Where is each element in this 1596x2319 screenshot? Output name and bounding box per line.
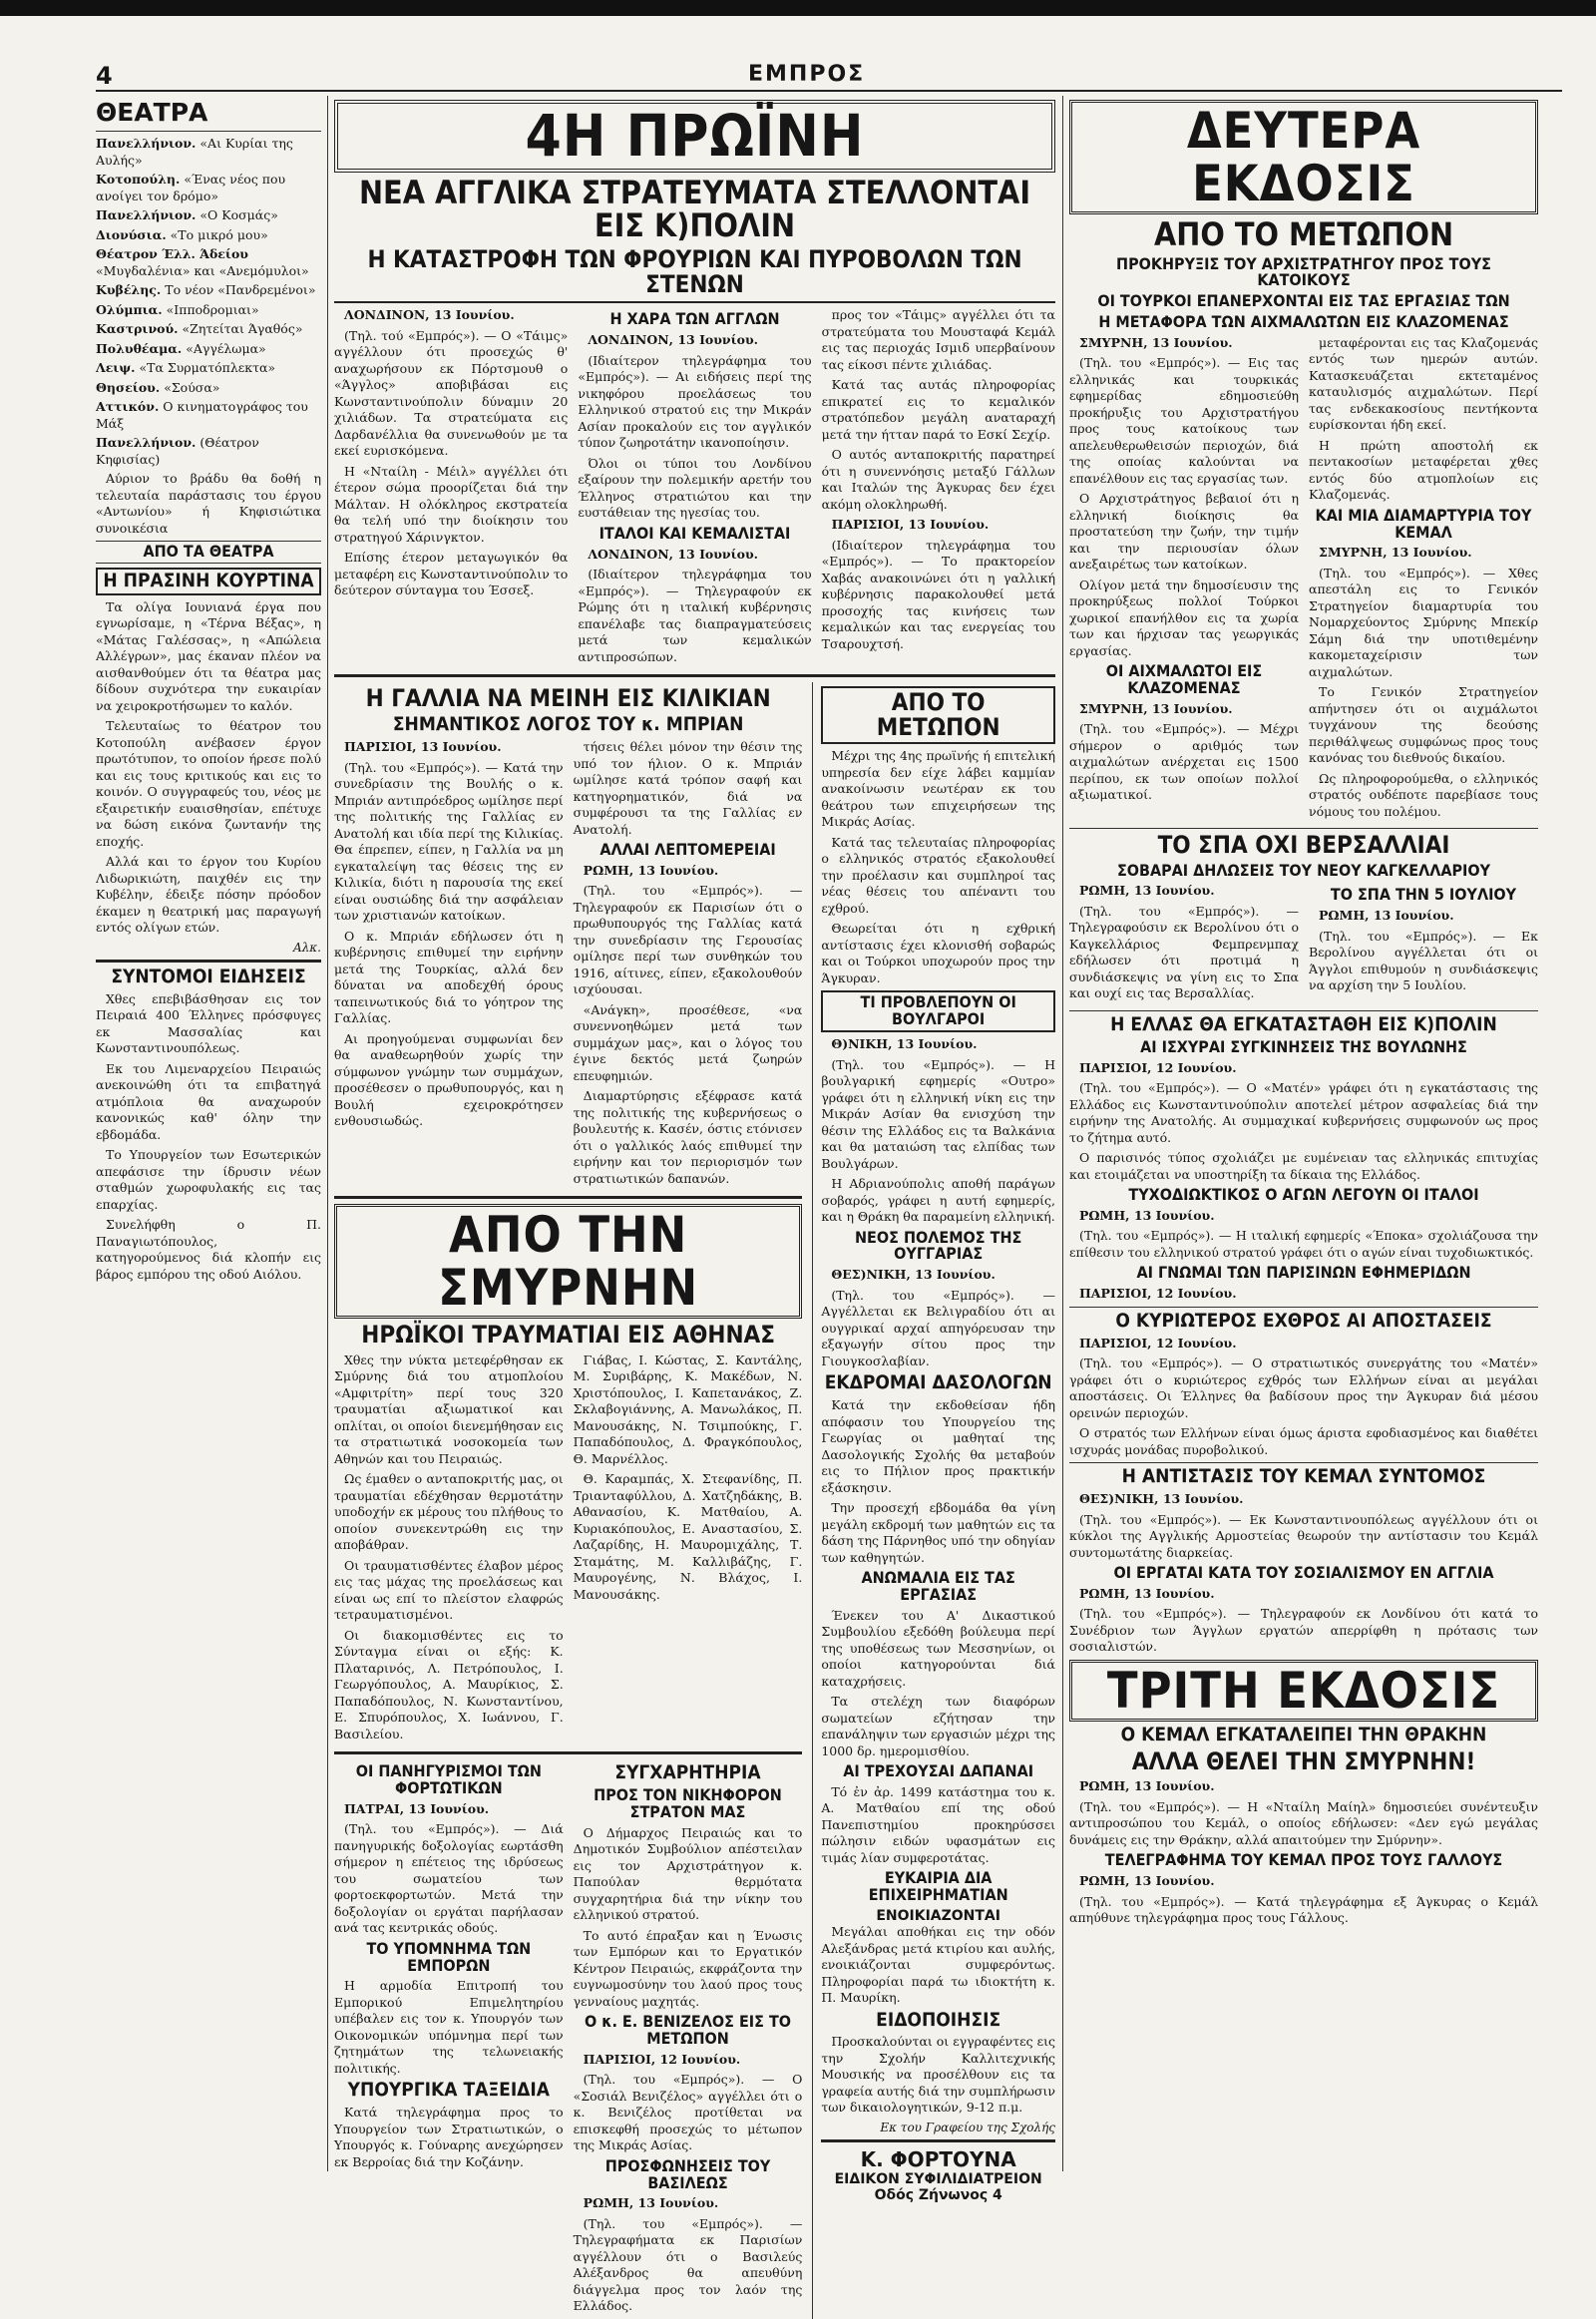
dateline: ΡΩΜΗ, 13 Ιουνίου. [1079,1873,1215,1889]
headline-from-front-2: ΑΠΟ ΤΟ ΜΕΤΩΠΟΝ [1153,215,1454,253]
article-paragraph: Οι τραυματισθέντες έλαβον μέρος εις τας μάχας της προελάσεως και είναι ως επί το πλείστον ελαφρώς τετραυματισμένοι. [334,1557,564,1623]
ad-subtitle: ΕΙΔΙΚΟΝ ΣΥΦΙΛΙΔΙΑΤΡΕΙΟΝ [834,2170,1042,2187]
article-paragraph: Διαμαρτύρησις εξέφρασε κατά της πολιτικής της κυβερνήσεως ο βουλευτής κ. Κασέν, όστις ετόνισεν ότι ο γαλλικός λαός επιθυμεί την ειρήνην και τον περιορισμόν των στρατιωτικών δαπανών. [573,1088,803,1186]
article-paragraph: Αι προηγούμεναι συμφωνίαι δεν θα αναθεωρηθούν χωρίς την σύμφωνον γνώμην των συμμάχων, προσέθεσεν ο πρωθυπουργός, και η Βουλή εχειροκρότησεν ενθουσιωδώς. [334,1030,564,1129]
article-paragraph: Η πρώτη αποστολή εκ πεντακοσίων μεταφέρεται χθες εντός δύο ατμοπλοίων εις Κλαζομενάς. [1309,437,1538,503]
theatre-name: Θέατρον Έλλ. Άδείου [96,246,248,261]
theatre-item [96,302,321,319]
theatre-name: Πολυθέαμα. [96,340,183,356]
gallia-columns [334,739,802,1191]
dateline: ΡΩΜΗ, 13 Ιουνίου. [1079,1585,1215,1601]
article-paragraph: (Τηλ. του «Εμπρός»). — Εκ Κωνσταντινουπόλεως αγγέλλουν ότι οι κύκλοι της Αγγλικής Αρμοστείας θεωρούν την αντίστασιν του Κεμάλ συντομωτάτης διαρκείας. [1069,1511,1538,1560]
article-paragraph: Χθες την νύκτα μετεφέρθησαν εκ Σμύρνης διά του ατμοπλοίου «Αμφιτρίτη» περί τους 320 τραυματίαι αξιωματικοί και οπλίται, οι οποίοι διενεμήθησαν εις τα στρατιωτικά νοσοκομεία των Αθηνών και του Πειραιώς. [334,1352,564,1466]
article-paragraph: Η «Νταίλη - Μέιλ» αγγέλλει ότι έτερον σώμα προορίζεται διά την Μάλταν. Η ολόκληρος εκστρατεία θα τελή υπό την διοίκησιν του στρατηγού Χάρινγκτον. [334,463,569,545]
article-paragraph: (Τηλ. του «Εμπρός»). — Κατά την συνεδρίασιν της Βουλής ο κ. Μπριάν αντιπρόεδρος ωμίλησε περί της πολιτικής της Γαλλίας εν Ανατολή και ιδία περί της Κιλικίας. Θα έπρεπεν, είπεν, η Γαλλία να μη εγκαταλείψη τας θέσεις της εν Κιλικία, διότι η παρουσία της εκεί είναι ουσιώδης διά την ασφάλειαν των χριστιανών κατοίκων. [334,759,564,924]
headline-italians-kemalists: ΙΤΑΛΟΙ ΚΑΙ ΚΕΜΑΛΙΣΤΑΙ [598,523,791,543]
article-paragraph: Αλλά και το έργον του Κυρίου Λιδωρικιώτη, παιχθέν εις την Κυβέλην, έδειξε πόσην πρόοδον έκαμεν η θεατρική μας παραγωγή εντός ολίγων ετών. [96,854,321,936]
headline-prisoners: Η ΜΕΤΑΦΟΡΑ ΤΩΝ ΑΙΧΜΑΛΩΤΩΝ ΕΙΣ ΚΛΑΖΟΜΕΝΑΣ [1098,311,1509,331]
third-edition-title: ΤΡΙΤΗ ΕΚΔΟΣΙΣ [1069,1660,1538,1723]
article-paragraph: (Ιδιαίτερον τηλεγράφημα του «Εμπρός»). — Αι ειδήσεις περί της νικηφόρου προελάσεως του Ελληνικού στρατού εις την Μικράν Ασίαν προκαλούν εις τον αγγλικόν τύπον ζωηροτάτην ικανοποίησιν. [578,352,812,451]
bottom-col-b [574,1759,803,2319]
headline-merchants-memo: ΤΟ ΥΠΟΜΝΗΜΑ ΤΩΝ ΕΜΠΟΡΩΝ [366,1938,532,1975]
headline-king: ΠΡΟΣΦΩΝΗΣΕΙΣ ΤΟΥ ΒΑΣΙΛΕΩΣ [604,2155,771,2192]
theatre-play: «Το μικρό μου» [170,226,268,242]
divider [1069,828,1538,829]
article-paragraph: (Τηλ. του «Εμπρός»). — Ο «Ματέν» γράφει ότι η εγκατάστασις της Ελλάδος εις Κωνσταντινούπολιν αποτελεί μέτρον ασφαλείας διά την ειρήνην της Ανατολής. Αι συμμαχικαί κυβερνήσεις συμφωνούν ως προς το ζήτημα αυτό. [1069,1080,1538,1145]
lower-left [334,682,802,2319]
headline-bulgarians: ΤΙ ΠΡΟΒΛΕΠΟΥΝ ΟΙ ΒΟΥΛΓΑΡΟΙ [821,990,1055,1032]
theatre-note: Αύριον το βράδυ θα δοθή η τελευταία παράστασις του έργου «Αντωνίου» ή Κηφισιώτικα συνοικέσια [96,471,321,536]
theatre-item [96,282,321,299]
headline-kemal-thrace: Ο ΚΕΜΑΛ ΕΓΚΑΤΑΛΕΙΠΕΙ ΤΗΝ ΘΡΑΚΗΝ [1120,1724,1487,1746]
article-paragraph: (Τηλ. του «Εμπρός»). — Τηλεγραφήματα εκ Παρισίων αγγέλλουν ότι ο Βασιλεύς Αλέξανδρος θα απευθύνη διάγγελμα προς τον λαόν της Ελλάδος. [573,2215,803,2314]
article-paragraph: Μεγάλαι αποθήκαι εις την οδόν Αλεξάνδρας μετά κτιρίου και αυλής, ενοικιάζονται συμφερόντως. Πληροφορίαι παρά τω ιδιοκτήτη κ. Π. Μαυρίκη. [821,1924,1055,2006]
smyrni-columns [334,1353,802,1747]
headline-italians-adventure: ΤΥΧΟΔΙΩΚΤΙΚΟΣ Ο ΑΓΩΝ ΛΕΓΟΥΝ ΟΙ ΙΤΑΛΟΙ [1128,1185,1479,1205]
theatre-name: Διονύσια. [96,226,167,242]
divider [1069,1307,1538,1308]
theatre-item [96,172,321,204]
bottom-col-a [334,1759,564,2319]
lower-section [334,682,1055,2319]
article-paragraph: Μέχρι της 4ης πρωϊνής ή επιτελική υπηρεσία δεν είχε λάβει καμμίαν ανακοίνωσιν νεωτέραν εκ του θεάτρου των επιχειρήσεων της Μικράς Ασίας. [821,748,1055,830]
theatre-play: «Ζητείται Άγαθός» [182,321,303,336]
theatre-play: Το νέον «Πανδρεμένοι» [165,282,316,297]
theatre-play: Ο κινηματογράφος του Μάξ [96,399,308,431]
divider [96,131,321,132]
article-paragraph: Ο παρισινός τύπος σχολιάζει με ευμένειαν τας ελληνικάς επιτυχίας και ετοιμάζεται να υποστηρίξη τα δίκαια της Ελλάδος. [1069,1150,1538,1182]
dateline: ΘΕΣ)ΝΙΚΗ, 13 Ιουνίου. [1079,1491,1244,1507]
article-paragraph: Τα ολίγα Ιουνιανά έργα που εγνωρίσαμε, η «Τέρνα Βέξας», η «Μάτας Γαλέσσας», η «Απώλεια Αλλέγρων», μας έκαναν πλέον να αισθανθούμεν ότι τα θέατρα μας δίδουν συχνότερα την ευκαιρίαν να χειροκροτήσωμεν το καλόν. [96,598,321,713]
dateline: Θ)ΝΙΚΗ, 13 Ιουνίου. [831,1036,978,1052]
theatre-name: Πανελλήνιον. [96,207,197,222]
theatre-play: «Ο Κοσμάς» [200,207,278,222]
dateline: ΡΩΜΗ, 13 Ιουνίου. [1079,1207,1215,1223]
headline-congratulations: ΣΥΓΧΑΡΗΤΗΡΙΑ [614,1761,761,1784]
article-paragraph: Προσκαλούνται οι εγγραφέντες εις την Σχολήν Καλλιτεχνικής Μουσικής να προσέλθουν εις τα γραφεία αυτής διά την συμπλήρωσιν των δικαιολογητικών, 9-12 π.μ. [821,2034,1055,2116]
article-paragraph: μεταφέρονται εις τας Κλαζομενάς εντός των ημερών αυτών. Κατασκευάζεται εκτεταμένος καταυλισμός αιχμαλώτων. Περί τας ενδεκακοσίους πεντήκοντα ευρίσκονται ήδη εκεί. [1309,334,1538,433]
column-second-edition [1069,96,1538,2171]
article-paragraph: Ο στρατός των Ελλήνων είναι όμως άριστα εφοδιασμένος και διαθέτει ισχυράς μονάδας πυροβολικού. [1069,1425,1538,1457]
headline-france-cilicia: Η ΓΑΛΛΙΑ ΝΑ ΜΕΙΝΗ ΕΙΣ ΚΙΛΙΚΙΑΝ [365,684,771,713]
dateline: ΛΟΝΔΙΝΟΝ, 13 Ιουνίου. [344,307,515,323]
divider [821,2139,1055,2142]
brief-item: Συνελήφθη ο Π. Παναγιωτόπουλος, κατηγορούμενος διά κλοπήν εις βάρος εμπόρου της οδού Αιόλου. [96,1217,321,1282]
article-paragraph: προς τον «Τάιμς» αγγέλλει ότι τα στρατεύματα του Μουσταφά Κεμάλ εις τας περιοχάς Ισμιδ υπερβαίνουν τας είκοσι πέντε χιλιάδας. [821,307,1055,372]
gallia-col-b [574,739,803,1191]
spa-col-b [1309,883,1538,1006]
headline-hungary: ΝΕΟΣ ΠΟΛΕΜΟΣ ΤΗΣ ΟΥΓΓΑΡΙΑΣ [855,1227,1022,1264]
theatre-name: Πανελλήνιον. [96,435,197,450]
article-paragraph: (Τηλ. του «Εμπρός»). — Ο «Σοσιάλ Βενιζέλος» αγγέλλει ότι ο κ. Βενιζέλος προτίθεται να επισκεφθή προσεχώς το μέτωπον της Μικράς Ασίας. [573,2072,803,2153]
article-paragraph: Τα στελέχη των διαφόρων σωματείων εζήτησαν την επανάληψιν των εργασιών μέχρι της 1000 δρ. ημερομισθίου. [821,1694,1055,1758]
article-col-c [822,307,1055,669]
theatre-item [96,399,321,432]
headline-captives: ΟΙ ΑΙΧΜΑΛΩΤΟΙ ΕΙΣ ΚΛΑΖΟΜΕΝΑΣ [1105,661,1263,698]
theatre-name: Καστρινού. [96,321,179,336]
column-rule [1062,96,1063,2171]
headline-kemal-resistance: Η ΑΝΤΙΣΤΑΣΙΣ ΤΟΥ ΚΕΜΑΛ ΣΥΝΤΟΜΟΣ [1121,1465,1486,1488]
notice-signature: Εκ του Γραφείου της Σχολής [880,2120,1055,2134]
brief-item: Το Υπουργείον των Εσωτερικών απεφάσισε την ίδρυσιν νέων σταθμών χωροφυλακής εις τας επαρχίας. [96,1147,321,1212]
theatre-play: «Ιπποδρομιαι» [166,301,259,317]
article-paragraph: Όλοι οι τύποι του Λονδίνου εξαίρουν την πολεμικήν αρετήν του Έλληνος στρατιώτου και την ευστάθειαν της ηγεσίας του. [578,455,812,521]
column-front [812,682,1055,2319]
article-paragraph: (Ιδιαίτερον τηλεγράφημα του «Εμπρός»). — Τηλεγραφούν εκ Ρώμης ότι η ιταλική κυβέρνησις επανέλαβε τας διαπραγματεύσεις μετά των κεμαλικών αντιπροσώπων. [578,567,812,664]
article-paragraph: (Ιδιαίτερον τηλεγράφημα του «Εμπρός»). — Το πρακτορείον Χαβάς ανακοινώνει ότι η γαλλική κυβέρνησις παρακολουθεί μετά προσοχής τας κινήσεις των κεμαλικών και τας ενεργείας του Τσαρουχτσή. [821,537,1055,651]
headline-from-front: ΑΠΟ ΤΟ ΜΕΤΩΠΟΝ [821,686,1055,744]
article-paragraph: (Τηλ. του «Εμπρός»). — Τηλεγραφούν εκ Παρισίων ότι ο πρωθυπουργός της Γαλλίας κατά την συνεδρίασιν της Γερουσίας ομίλησε περί των συνθηκών του 1916, αίτινες, είπεν, εξακολουθούν ισχύουσαι. [573,883,803,997]
dateline: ΠΑΡΙΣΙΟΙ, 13 Ιουνίου. [344,739,502,755]
bottom-columns [334,1759,802,2319]
article-paragraph: Ολίγον μετά την δημοσίευσιν της προκηρύξεως πολλοί Τούρκοι χωρικοί επανήλθον εις τα χωρία των και ήρχισαν τας γεωργικάς εργασίας. [1069,577,1299,658]
article-paragraph: Ο Δήμαρχος Πειραιώς και το Δημοτικόν Συμβούλιον απέστειλαν εις τον Αρχιστράτηγον κ. Παπούλαν θερμότατα συγχαρητήρια διά την νίκην του ελληνικού στρατού. [573,1824,803,1923]
article-paragraph: Θ. Καραμπάς, Χ. Στεφανίδης, Π. Τριανταφύλλου, Δ. Χατζηδάκης, Β. Αθανασίου, Κ. Ματθαίου, Α. Κυριακόπουλος, Ε. Αναστασίου, Σ. Λαζαρίδης, Η. Μαυρομιχάλης, Τ. Σταμάτης, Μ. Καλλιβάζης, Γ. Μαυρογένης, Ν. Βλάχος, Ι. Μανουσάκης. [573,1471,803,1602]
theatre-name: Θησείου. [96,379,161,395]
headline-spa-july: ΤΟ ΣΠΑ ΤΗΝ 5 ΙΟΥΛΙΟΥ [1330,885,1517,905]
second-edition-title: ΔΕΥΤΕΡΑ ΕΚΔΟΣΙΣ [1069,100,1538,214]
headline-main-enemy: Ο ΚΥΡΙΩΤΕΡΟΣ ΕΧΘΡΟΣ ΑΙ ΑΠΟΣΤΑΣΕΙΣ [1115,1309,1492,1332]
theatre-play: «Αγγέλωμα» [186,340,266,356]
article-paragraph: Το αυτό έπραξαν και η Ένωσις των Εμπόρων και το Εργατικόν Κέντρον Πειραιώς, εκφράζοντα την ευγνωμοσύνην του λαού προς τους γενναίους μαχητάς. [573,1927,803,2009]
headline-brief-news: ΣΥΝΤΟΜΟΙ ΕΙΔΗΣΕΙΣ [111,965,306,987]
theatre-play: (Θέατρον Κηφισίας) [96,435,259,467]
article-columns [334,307,1055,669]
dateline: ΠΑΤΡΑΙ, 13 Ιουνίου. [344,1800,490,1816]
article-paragraph: Ως έμαθεν ο ανταποκριτής μας, οι τραυματίαι εδέχθησαν θερμοτάτην υποδοχήν εκ μέρους του πλήθους το οποίον συνεκεντρώθη εις την αποβάθραν. [334,1471,564,1553]
theatre-play: «Αι Κυρίαι της Αυλής» [96,136,293,168]
main-headline: ΝΕΑ ΑΓΓΛΙΚΑ ΣΤΡΑΤΕΥΜΑΤΑ ΣΤΕΛΛΟΝΤΑΙ ΕΙΣ Κ)ΠΟΛΙΝ [358,173,1031,245]
theatre-item [96,246,321,279]
ad-name: Κ. ΦΟΡΤΟΥΝΑ [860,2146,1016,2171]
edition-title: 4Η ΠΡΩΪΝΗ [334,100,1055,173]
gallia-col-a [334,739,564,1191]
theatre-item [96,435,321,468]
page-number: 4 [96,62,113,90]
second-col-a [1069,335,1299,825]
headline-anomaly: ΑΝΩΜΑΛΙΑ ΕΙΣ ΤΑΣ ΕΡΓΑΣΙΑΣ [861,1568,1015,1604]
dateline: ΠΑΡΙΣΙΟΙ, 12 Ιουνίου. [1079,1059,1237,1075]
headline-boulogne: ΑΙ ΙΣΧΥΡΑΙ ΣΥΓΚΙΝΗΣΕΙΣ ΤΗΣ ΒΟΥΛΩΝΗΣ [1140,1036,1467,1056]
article-paragraph: Την προσεχή εβδομάδα θα γίνη μεγάλη εκδρομή των μαθητών εις τα δάση της Πάρνηθος υπό την οδηγίαν των καθηγητών. [821,1500,1055,1565]
headline-business: ΕΥΚΑΙΡΙΑ ΔΙΑ ΕΠΙΧΕΙΡΗΜΑΤΙΑΝ [868,1868,1008,1905]
article-paragraph: Η Αδριανούπολις αποθή παράγων σοβαρός, γράφει η αυτή εφημερίς, και η Θράκη θα παραμείνη ελληνική. [821,1176,1055,1225]
theatre-list [96,136,321,468]
article-paragraph: Κατά τηλεγράφημα προς το Υπουργείον των Στρατιωτικών, ο Υπουργός κ. Γούναρης ανεχώρησεν εκ Βερροίας διά την Κοζάνην. [334,2105,564,2169]
divider [1069,1010,1538,1011]
theatre-item [96,207,321,224]
divider [334,1751,802,1754]
dateline: ΠΑΡΙΣΙΟΙ, 12 Ιουνίου. [1079,1286,1237,1302]
headline-kemal-protest: ΚΑΙ ΜΙΑ ΔΙΑΜΑΡΤΥΡΙΑ ΤΟΥ ΚΕΜΑΛ [1315,505,1532,542]
dateline: ΠΑΡΙΣΙΟΙ, 12 Ιουνίου. [1079,1335,1237,1351]
headline-wants-smyrna: ΑΛΛΑ ΘΕΛΕΙ ΤΗΝ ΣΜΥΡΝΗΝ! [1131,1747,1476,1776]
theatre-item [96,227,321,244]
column-rule [327,96,328,2171]
theatre-item [96,380,321,397]
column-fourth-edition [334,96,1055,2314]
article-paragraph: (Τηλ. του «Εμπρός»). — Τηλεγραφούσιν εκ Βερολίνου ότι ο Καγκελλάριος Φεμπρενμπαχ εδήλωσεν ότι προτιμά η συνδιάσκεψις να γίνη εις το Σπα και ουχί εις τας Βερσαλλίας. [1069,903,1299,1001]
article-paragraph: Κατά τας αυτάς πληροφορίας επικρατεί εις το κεμαλικόν στρατόπεδον μεγάλη αναταραχή μετά την ήτταν παρά το Εσκί Σεχίρ. [821,377,1055,442]
smyrni-col-b [574,1353,803,1747]
dateline: ΛΟΝΔΙΝΟΝ, 13 Ιουνίου. [588,332,759,348]
scan-top-border [0,0,1596,16]
second-edition-columns [1069,335,1538,825]
article-paragraph: Ο Αρχιστράτηγος βεβαιοί ότι η ελληνική διοίκησις θα προστατεύση την ζωήν, την τιμήν και την περιουσίαν όλων ανεξαιρέτως των κατοίκων. [1069,491,1299,573]
dateline: ΣΜΥΡΝΗ, 13 Ιουνίου. [1079,700,1233,716]
ad-address: Οδός Ζήνωνος 4 [874,2186,1002,2203]
article-paragraph: (Τηλ. του «Εμπρός»). — Κατά τηλεγράφημα εξ Άγκυρας ο Κεμάλ απηύθυνε τηλεγράφημα προς τους Γάλλους. [1069,1893,1538,1926]
theatre-item [96,321,321,338]
second-col-b [1309,335,1538,825]
article-paragraph: (Τηλ. του «Εμπρός»). — Τηλεγραφούν εκ Λονδίνου ότι κατά το Συνέδριον των Άγγλων εργατών απερρίφθη η πρότασις των σοσιαλιστών. [1069,1606,1538,1655]
for-rent-label: ΕΝΟΙΚΙΑΖΟΝΤΑΙ [876,1908,1000,1925]
article-paragraph: Κατά τας τελευταίας πληροφορίας ο ελληνικός στρατός εξακολουθεί την προέλασιν και συμπληροί τας νέας θέσεις του απέναντι του εχθρού. [821,834,1055,916]
article-col-a [334,307,568,669]
headline-ministerial-trips: ΥΠΟΥΡΓΙΚΑ ΤΑΞΕΙΔΙΑ [347,2079,550,2102]
divider [1069,1462,1538,1463]
article-paragraph: (Τηλ. του «Εμπρός»). — Αγγέλλεται εκ Βελιγραδίου ότι αι ουγγρικαί αρχαί απηγόρευσαν την εξαγωγήν σίτου προς την Γιουγκοσλαβίαν. [821,1287,1055,1368]
article-col-b [578,307,811,669]
headline-porters: ΟΙ ΠΑΝΗΓΥΡΙΣΜΟΙ ΤΩΝ ΦΟΡΤΩΤΙΚΩΝ [355,1761,542,1797]
article-paragraph: Ένεκεν του Α' Δικαστικού Συμβουλίου εξεδόθη βούλευμα περί της υποθέσεως των Μεσσηνίων, οι οποίοι κατηγορούνται διά καταχρήσεις. [821,1607,1055,1689]
dateline: ΣΜΥΡΝΗ, 13 Ιουνίου. [1079,334,1233,350]
article-paragraph: Η αρμοδία Επιτροπή του Εμπορικού Επιμελητηρίου υπέβαλεν εις τον κ. Υπουργόν των Οικονομικών υπόμνημα περί των ζητημάτων της τελωνειακής πολιτικής. [334,1978,564,2076]
smyrni-col-a [334,1353,564,1747]
theatre-name: Πανελλήνιον. [96,136,197,151]
dateline: ΣΜΥΡΝΗ, 13 Ιουνίου. [1319,545,1472,561]
article-paragraph: (Τηλ. του «Εμπρός»). — Η «Νταίλη Μαίηλ» δημοσιεύει συνέντευξιν αντιπροσώπου του Κεμάλ, ο οποίος εδήλωσεν: «Δεν εγώ μεγάλας δυνάμεις εις την Θράκην, αλλά απαιτούμεν την Σμύρνην». [1069,1798,1538,1847]
spa-columns [1069,883,1538,1006]
article-paragraph: Ο κ. Μπριάν εδήλωσεν ότι η κυβέρνησις επιθυμεί την ειρήνην μετά της Τουρκίας, αλλά δεν δύναται να αποδεχθή όρους ταπεινωτικούς διά το γόητρον της Γαλλίας. [334,928,564,1026]
dateline: ΠΑΡΙΣΙΟΙ, 13 Ιουνίου. [831,517,990,533]
headline-from-theatres: ΑΠΟ ΤΑ ΘΕΑΤΡΑ [96,541,321,564]
paper-name: ΕΜΠΡΟΣ [748,62,866,87]
headline-other-details: ΑΛΛΑΙ ΛΕΠΤΟΜΕΡΕΙΑΙ [599,840,776,860]
dateline: ΡΩΜΗ, 13 Ιουνίου. [583,2195,719,2211]
theatre-name: Αττικόν. [96,399,160,414]
article-paragraph: Κατά την εκδοθείσαν ήδη απόφασιν του Υπουργείου της Γεωργίας οι μαθηταί της Δασολογικής Σχολής θα μεταβούν εις το Πήλιον προς πρακτικήν εξάσκησιν. [821,1397,1055,1495]
masthead-rule [96,90,1562,92]
headline-spa: ΤΟ ΣΠΑ ΟΧΙ ΒΕΡΣΑΛΛΙΑΙ [1157,831,1450,860]
article-paragraph: Θεωρείται ότι η εχθρική αντίστασις έχει κλονισθή σοβαρώς και οι Τούρκοι υποχωρούν προς την Άγκυραν. [821,921,1055,985]
article-paragraph: (Τηλ. του «Εμπρός»). — Ο στρατιωτικός συνεργάτης του «Ματέν» γράφει ότι ο κυριώτερος εχθρός των Ελλήνων είναι αι μεγάλαι αποστάσεις. Οι Έλληνες θα βαδίσουν προς την Άγκυραν διά μέσου ορεινών περιοχών. [1069,1355,1538,1420]
article-paragraph: Ως πληροφορούμεθα, ο ελληνικός στρατός ουδέποτε παρεβίασε τους νόμους του πολέμου. [1309,770,1538,819]
headline-chancellor: ΣΟΒΑΡΑΙ ΔΗΛΩΣΕΙΣ ΤΟΥ ΝΕΟΥ ΚΑΓΚΕΛΛΑΡΙΟΥ [1116,860,1491,880]
headline-kemal-telegram: ΤΕΛΕΓΡΑΦΗΜΑ ΤΟΥ ΚΕΜΑΛ ΠΡΟΣ ΤΟΥΣ ΓΑΛΛΟΥΣ [1104,1850,1503,1870]
theatre-name: Κοτοπούλη. [96,172,181,187]
headline-greece-cpolis: Η ΕΛΛΑΣ ΘΑ ΕΓΚΑΤΑΣΤΑΘΗ ΕΙΣ Κ)ΠΟΛΙΝ [1110,1012,1497,1035]
article-paragraph: Το Γενικόν Στρατηγείον απήντησεν ότι οι αιχμάλωτοι τυγχάνουν της δεούσης περιθάλψεως συμφώνως προς τους κανόνας του διεθνούς δικαίου. [1309,684,1538,766]
theatre-item [96,360,321,377]
headline-wounded: ΗΡΩΪΚΟΙ ΤΡΑΥΜΑΤΙΑΙ ΕΙΣ ΑΘΗΝΑΣ [361,1321,776,1350]
dateline: ΡΩΜΗ, 13 Ιουνίου. [1319,908,1454,924]
column-theatres [96,96,321,2171]
article-signature: Αλκ. [293,940,321,955]
theatre-item [96,341,321,358]
article-paragraph: Επίσης έτερον μεταγωγικόν θα μεταφέρη εις Κωνσταντινούπολιν το δεύτερον σύνταγμα του Έσσεξ. [334,550,569,598]
theatre-name: Κυβέλης. [96,282,162,297]
article-paragraph: (Τηλ. του «Εμπρός»). — Μέχρι σήμερον ο αριθμός των αιχμαλώτων ανέρχεται εις 1500 περίπου, εκ των οποίων πολλοί αξιωματικοί. [1069,721,1299,803]
headline-workers: ΟΙ ΕΡΓΑΤΑΙ ΚΑΤΑ ΤΟΥ ΣΟΣΙΑΛΙΣΜΟΥ ΕΝ ΑΓΓΛΙΑ [1113,1563,1494,1583]
divider [334,1196,802,1199]
article-paragraph: Ο αυτός ανταποκριτής παρατηρεί ότι η συνεννόησις μεταξύ Γάλλων και Ιταλών της Άγκυρας δεν έχει ακόμη ολοκληρωθή. [821,447,1055,512]
article-paragraph: (Τηλ. του «Εμπρός»). — Εκ Βερολίνου αγγέλλεται ότι οι Άγγλοι επιθυμούν η συνδιάσκεψις να αρχίση την 5 Ιουλίου. [1309,928,1538,993]
theatre-name: Ολύμπια. [96,301,163,317]
headline-turks-return: ΟΙ ΤΟΥΡΚΟΙ ΕΠΑΝΕΡΧΟΝΤΑΙ ΕΙΣ ΤΑΣ ΕΡΓΑΣΙΑΣ ΤΩΝ [1097,291,1510,311]
article-paragraph: (Τηλ. του «Εμπρός»). — Η βουλγαρική εφημερίς «Ουτρο» γράφει ότι η ελληνική νίκη εις την Μικράν Ασίαν θα ενισχύση την θέσιν της Ελλάδος εις τα Βαλκάνια και θα ματαιώση τας ελπίδας των Βουλγάρων. [821,1056,1055,1171]
theatre-play: «Σούσα» [164,379,220,395]
theatres-title: ΘΕΑΤΡΑ [96,98,208,127]
dateline: ΘΕΣ)ΝΙΚΗ, 13 Ιουνίου. [831,1267,996,1283]
headline-foresters: ΕΚΔΡΟΜΑΙ ΔΑΣΟΛΟΓΩΝ [824,1371,1052,1394]
divider [96,960,321,963]
article-paragraph: (Τηλ. του «Εμπρός»). — Η ιταλική εφημερίς «Έποκα» σχολιάζουσα την επίθεσιν του ελληνικού στρατού γράφει ότι ο αγών είναι τυχοδιωκτικός. [1069,1228,1538,1260]
headline-notice: ΕΙΔΟΠΟΙΗΣΙΣ [876,2008,1001,2031]
headline-proclamation: ΠΡΟΚΗΡΥΞΙΣ ΤΟΥ ΑΡΧΙΣΤΡΑΤΗΓΟΥ ΠΡΟΣ ΤΟΥΣ ΚΑΤΟΙΚΟΥΣ [1116,253,1491,290]
article-paragraph: (Τηλ. του «Εμπρός»). — Διά πανηγυρικής δοξολογίας εωρτάσθη σήμερον η επέτειος της ιδρύσεως του σωματείου των φορτοεκφορτωτών. Μετά την δοξολογίαν οι εργάται παρήλασαν ανά τας κεντρικάς οδούς. [334,1821,564,1936]
theatre-play: «Ένας νέος που ανοίγει τον δρόμο» [96,172,286,203]
article-paragraph: Τό ἐν ἀρ. 1499 κατάστημα του κ. Α. Ματθαίου επί της οδού Πανεπιστημίου προκηρύσσει πώλησιν ειδών υφασμάτων εις τιμάς λίαν συμφεροτάτας. [821,1783,1055,1865]
brief-item: Χθες επεβιβάσθησαν εις τον Πειραιά 400 Έλληνες πρόσφυγες εκ Μασσαλίας και Κωνσταντινουπόλεως. [96,990,321,1056]
headline-expenses: ΑΙ ΤΡΕΧΟΥΣΑΙ ΔΑΠΑΝΑΙ [843,1761,1034,1781]
headline-green-curtain: Η ΠΡΑΣΙΝΗ ΚΟΥΡΤΙΝΑ [96,568,321,595]
headline-venizelos: Ο κ. Ε. ΒΕΝΙΖΕΛΟΣ ΕΙΣ ΤΟ ΜΕΤΩΠΟΝ [584,2012,792,2048]
headline-briand-speech: ΣΗΜΑΝΤΙΚΟΣ ΛΟΓΟΣ ΤΟΥ κ. ΜΠΡΙΑΝ [392,713,744,736]
dateline: ΡΩΜΗ, 13 Ιουνίου. [583,862,719,878]
headline-paris-papers: ΑΙ ΓΝΩΜΑΙ ΤΩΝ ΠΑΡΙΣΙΝΩΝ ΕΦΗΜΕΡΙΔΩΝ [1136,1263,1471,1283]
article-paragraph: Γιάβας, Ι. Κώστας, Σ. Καντάλης, Μ. Συριβάρης, Κ. Μακέδων, Ν. Χριστόπουλος, Ι. Καπετανάκος, Ζ. Σκλαβογιάννης, Α. Μανωλάκος, Π. Μανουσάκης, Ν. Τσιμπούκης, Γ. Παπαδόπουλος, Δ. Φραγκόπουλος, Θ. Μαρνέλλος. [573,1352,803,1466]
theatre-play: «Μυγδαλένια» και «Ανεμόμυλοι» [96,262,309,278]
divider [334,674,1055,677]
sub-headline: Η ΚΑΤΑΣΤΡΟΦΗ ΤΩΝ ΦΡΟΥΡΙΩΝ ΚΑΙ ΠΥΡΟΒΟΛΩΝ ΤΩΝ ΣΤΕΝΩΝ [334,247,1055,303]
brief-item: Εκ του Λιμεναρχείου Πειραιώς ανεκοινώθη ότι τα επιβατηγά ατμόπλοια θα αναχωρούν κανονικώς καθ' όλην την εβδομάδα. [96,1060,321,1142]
article-paragraph: (Τηλ. του «Εμπρός»). — Χθες απεστάλη εις το Γενικόν Στρατηγείον διαμαρτυρία του Νομαρχεύοντος Σμύρνης Μπεκίρ Σάμη διά την υποτιθεμένην κακομεταχείρισιν των αιχμαλώτων. [1309,565,1538,679]
article-paragraph: Τελευταίως το θέατρον του Κοτοπούλη ανέβασεν έργον πρωτότυπον, το οποίον ήρεσε πολύ και εις τους κριτικούς και εις το κοινόν. Ο συγγραφεύς του, νέος με εξαιρετικήν ευαισθησίαν, επέτυχε να δώση εικόνα ζωντανήν της εποχής. [96,718,321,849]
headline-from-smyrna: ΑΠΟ ΤΗΝ ΣΜΥΡΝΗΝ [334,1204,802,1319]
dateline: ΡΩΜΗ, 13 Ιουνίου. [1079,883,1215,899]
spa-col-a [1069,883,1299,1006]
dateline: ΠΑΡΙΣΙΟΙ, 12 Ιουνίου. [583,2051,741,2067]
article-paragraph: (Τηλ. του «Εμπρός»). — Εις τας ελληνικάς και τουρκικάς εφημερίδας εδημοσιεύθη προκήρυξις του Αρχιστρατήγου προς τους κατοίκους των απελευθερωθεισών περιοχών, διά της οποίας καλούνται να επανέλθουν εις τας εργασίας των. [1069,355,1299,486]
article-paragraph: (Τηλ. τού «Εμπρός»). — Ο «Τάιμς» αγγέλλουν ότι προσεχώς θ' αναχωρήσουν εκ Πόρτσμουθ ο «Άγγλος» αποβιβάσαι εις Κωνσταντινούπολιν δύναμιν 20 χιλιάδων. Τα στρατεύματα εις Δαρδανέλλια θα συνενωθούν με τα εκεί ευρισκόμενα. [334,327,569,459]
theatre-play: «Τα Συρματόπλεκτα» [139,360,276,375]
theatre-name: Λειψ. [96,360,136,375]
article-paragraph: «Ανάγκη», προσέθεσε, «να συνεννοηθώμεν μετά των συμμάχων μας», και ο λόγος του έγινε δεκτός μετά ζωηρών επευφημιών. [573,1001,803,1083]
article-paragraph: Οι διακομισθέντες εις το Σύνταγμα είναι οι εξής: Κ. Πλαταρινός, Λ. Πετρόπουλος, Ι. Γεωργόπουλος, Α. Μαυρίκιος, Σ. Παπαδόπουλος, Ν. Κωνσταντίνου, Ε. Σπυρόπουλος, Χ. Ιωάννου, Γ. Βασιλείου. [334,1627,564,1741]
dateline: ΡΩΜΗ, 13 Ιουνίου. [1079,1778,1215,1794]
headline-english-joy: Η ΧΑΡΑ ΤΩΝ ΑΓΓΛΩΝ [609,309,780,329]
article-paragraph: τήσεις θέλει μόνον την θέσιν της υπό τον ήλιον. Ο κ. Μπριάν ωμίλησε κατά τρόπον σαφή και κατηγορηματικόν, διά να συμφέρουσι τα της Γαλλίας εν Ανατολή. [573,739,803,837]
theatre-item [96,136,321,169]
headline-to-army: ΠΡΟΣ ΤΟΝ ΝΙΚΗΦΟΡΟΝ ΣΤΡΑΤΟΝ ΜΑΣ [594,1785,782,1821]
dateline: ΛΟΝΔΙΝΟΝ, 13 Ιουνίου. [588,546,759,562]
